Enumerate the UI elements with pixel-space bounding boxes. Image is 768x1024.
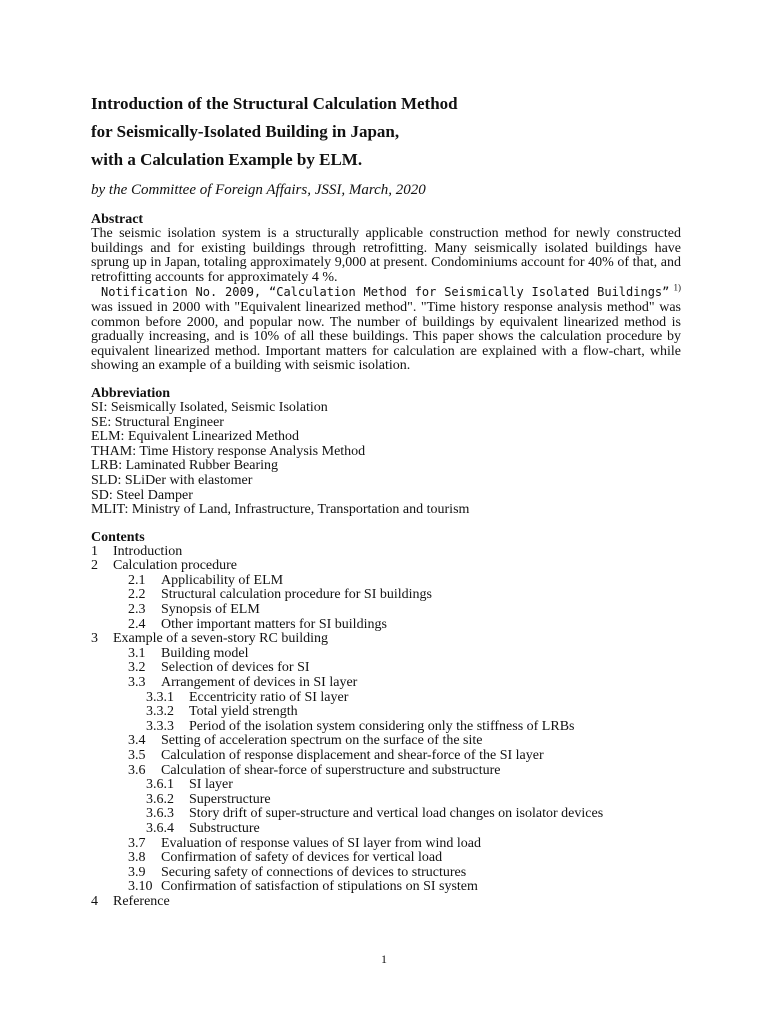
contents-item-text: Period of the isolation system considering only the stiffness of LRBs (189, 718, 575, 734)
contents-item (91, 691, 681, 706)
contents-item-number: 2.3 (128, 602, 146, 618)
contents-item-text: Synopsis of ELM (161, 602, 260, 618)
contents-item-text: Evaluation of response values of SI layer from wind load (161, 835, 481, 851)
page-number: 1 (381, 952, 387, 966)
contents-item-number: 3.4 (128, 733, 146, 749)
abbreviation-item: THAM: Time History response Analysis Method (91, 443, 366, 459)
paper-title (91, 90, 681, 174)
paper-page (91, 90, 681, 910)
contents-item-number: 4 (91, 893, 98, 909)
contents-heading: Contents (91, 529, 145, 545)
contents-item (91, 720, 681, 735)
contents-item-text: Eccentricity ratio of SI layer (189, 689, 349, 705)
abbreviation-item: MLIT: Ministry of Land, Infrastructure, Transportation and tourism (91, 502, 470, 518)
contents-item (91, 822, 681, 837)
abbreviation-item: SD: Steel Damper (91, 487, 193, 503)
abstract-section (91, 212, 681, 374)
notification-title: Notification No. 2009, “Calculation Method for Seismically Isolated Buildings” (101, 285, 670, 300)
contents-item-text: Setting of acceleration spectrum on the surface of the site (161, 733, 483, 749)
contents-item (91, 603, 681, 618)
abbreviation-item: ELM: Equivalent Linearized Method (91, 429, 299, 445)
contents-item-text: SI layer (189, 777, 233, 793)
contents-item (91, 837, 681, 852)
contents-item-text: Building model (161, 645, 249, 661)
contents-item (91, 618, 681, 633)
contents-item-number: 3.3.3 (146, 718, 174, 734)
contents-item (91, 895, 681, 910)
abstract-paragraph-1: The seismic isolation system is a structurally applicable construction method for newly constructed buildings and for existing buildings through retrofitting. Many seismically isolated buildings have sprung up in Japan, totaling approximately 9,000 at present. Condominiums account for 40% of that, and retrofitting accounts for approximately 4 %. (91, 226, 681, 285)
contents-item-number: 3.8 (128, 850, 146, 866)
reference-superscript: 1) (673, 282, 681, 293)
contents-item (91, 807, 681, 822)
contents-item (91, 574, 681, 589)
contents-item-text: Substructure (189, 820, 260, 836)
abbreviation-item: SE: Structural Engineer (91, 414, 224, 430)
abstract-paragraph-2-text: was issued in 2000 with "Equivalent linearized method". "Time history response analysis method" was common before 2000, and popular now. The number of buildings by equivalent linearized method is gradually increasing, and is 10% of all these buildings. This paper shows the calculation procedure by equivalent linearized method. Important matters for calculation are explained with a flow-chart, while showing an example of a building with seismic isolation. (91, 299, 681, 374)
contents-item-number: 3.2 (128, 660, 146, 676)
contents-item-text: Reference (113, 893, 170, 909)
contents-item (91, 866, 681, 881)
contents-item-text: Superstructure (189, 791, 271, 807)
title-line-3: with a Calculation Example by ELM. (91, 150, 363, 169)
contents-item-number: 3.6.1 (146, 777, 174, 793)
contents-item-number: 3.10 (128, 879, 153, 895)
contents-item-text: Calculation of shear-force of superstructure and substructure (161, 762, 501, 778)
contents-item (91, 545, 681, 560)
contents-item-number: 3 (91, 631, 98, 647)
abstract-paragraph-2 (91, 282, 681, 374)
contents-item-number: 2.1 (128, 572, 146, 588)
contents-list (91, 545, 681, 910)
contents-item (91, 764, 681, 779)
contents-item-number: 3.6.3 (146, 806, 174, 822)
contents-item-text: Confirmation of satisfaction of stipulations on SI system (161, 879, 478, 895)
title-line-1: Introduction of the Structural Calculation Method (91, 94, 458, 113)
contents-item-number: 3.1 (128, 645, 146, 661)
contents-item-text: Structural calculation procedure for SI buildings (161, 587, 432, 603)
contents-item-text: Arrangement of devices in SI layer (161, 675, 358, 691)
contents-section (91, 530, 681, 910)
contents-item-number: 2.4 (128, 616, 146, 632)
byline: by the Committee of Foreign Affairs, JSSI, March, 2020 (91, 182, 426, 198)
contents-item-number: 3.5 (128, 748, 146, 763)
title-line-2: for Seismically-Isolated Building in Japan, (91, 122, 400, 141)
contents-item (91, 588, 681, 603)
contents-item (91, 793, 681, 808)
abbreviation-list (91, 401, 681, 518)
contents-item (91, 749, 681, 764)
contents-item-number: 3.3.2 (146, 704, 174, 720)
contents-item-number: 3.3 (128, 675, 146, 691)
abbreviation-item: SLD: SLiDer with elastomer (91, 472, 253, 488)
contents-item-text: Example of a seven-story RC building (113, 631, 329, 647)
contents-item-number: 2.2 (128, 587, 146, 603)
contents-item (91, 647, 681, 662)
contents-item-text: Story drift of super-structure and vertical load changes on isolator devices (189, 806, 604, 822)
contents-item-text: Selection of devices for SI (161, 660, 310, 676)
contents-item-number: 3.7 (128, 835, 146, 851)
contents-item-number: 3.6.4 (146, 820, 174, 836)
contents-item (91, 705, 681, 720)
contents-item-text: Confirmation of safety of devices for vertical load (161, 850, 443, 866)
abbreviation-item: LRB: Laminated Rubber Bearing (91, 458, 279, 474)
contents-item-number: 3.6 (128, 762, 146, 778)
abbreviation-heading: Abbreviation (91, 385, 171, 401)
contents-item-text: Total yield strength (189, 704, 298, 720)
contents-item (91, 880, 681, 895)
contents-item-number: 3.9 (128, 864, 146, 880)
abbreviation-item: SI: Seismically Isolated, Seismic Isolation (91, 399, 328, 415)
contents-item (91, 676, 681, 691)
contents-item-text: Calculation of response displacement and shear-force of the SI layer (161, 748, 544, 763)
contents-item (91, 661, 681, 676)
contents-item-number: 2 (91, 558, 98, 574)
contents-item-text: Other important matters for SI buildings (161, 616, 387, 632)
contents-item (91, 734, 681, 749)
contents-item (91, 851, 681, 866)
abbreviation-section (91, 386, 681, 518)
contents-item-number: 3.3.1 (146, 689, 174, 705)
contents-item-text: Applicability of ELM (161, 572, 284, 588)
contents-item (91, 778, 681, 793)
contents-item-number: 3.6.2 (146, 791, 174, 807)
contents-item (91, 559, 681, 574)
contents-item-number: 1 (91, 543, 98, 559)
abstract-heading: Abstract (91, 212, 144, 227)
contents-item-text: Securing safety of connections of devices to structures (161, 864, 467, 880)
contents-item-text: Calculation procedure (113, 558, 238, 574)
contents-item-text: Introduction (113, 543, 183, 559)
contents-item (91, 632, 681, 647)
